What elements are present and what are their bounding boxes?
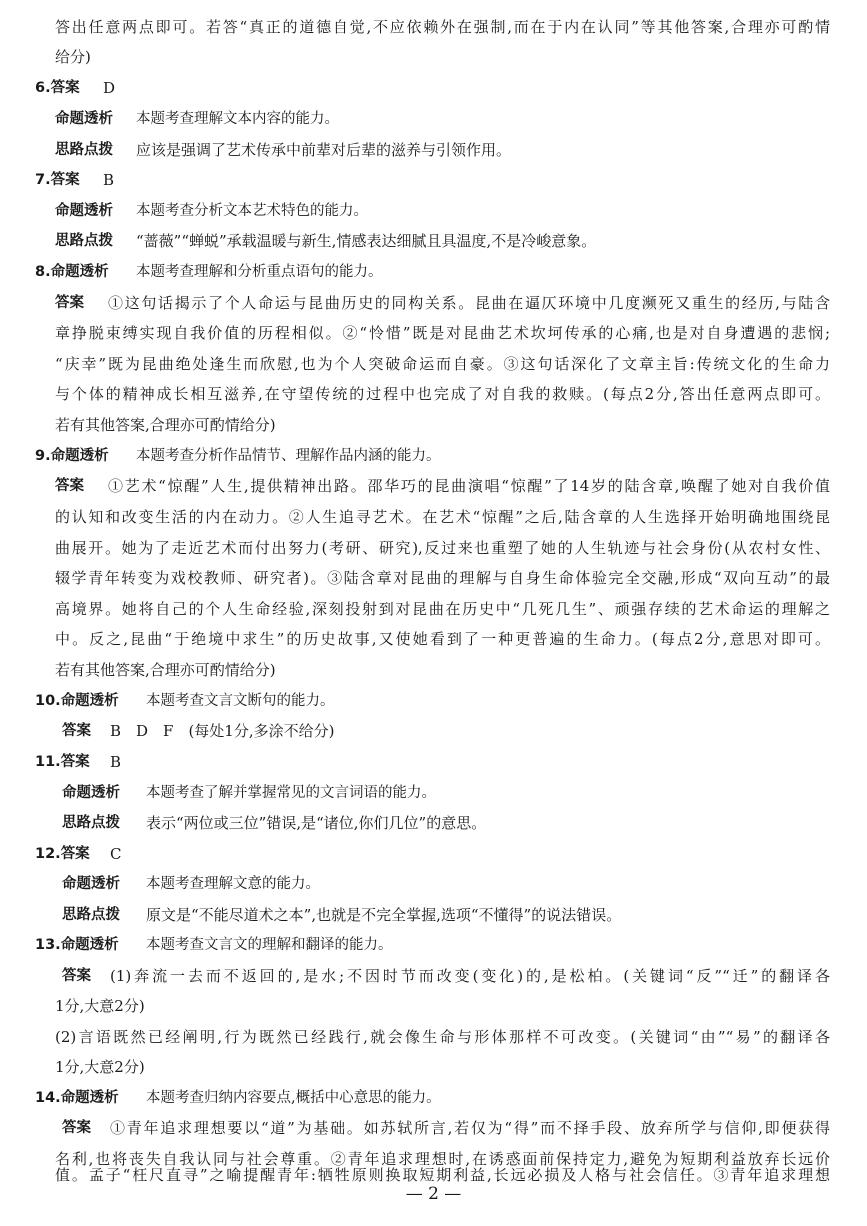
question-7-answer: 7.答案 B: [35, 171, 115, 189]
text-line: 辍学青年转变为戏校教师、研究者)。③陆含章对昆曲的理解与自身生命体验完全交融,形成“双向互动”的最: [55, 569, 830, 587]
text-line: 若有其他答案,合理亦可酌情给分): [55, 416, 276, 434]
question-12-intent: 命题透析 本题考查理解文意的能力。: [62, 876, 320, 892]
question-6-intent: 命题透析 本题考查理解文本内容的能力。: [55, 111, 339, 127]
question-11-hint: 思路点拨 表示“两位或三位”错误,是“诸位,你们几位”的意思。: [62, 814, 487, 832]
question-13-intent: 13.命题透析 本题考查文言文的理解和翻译的能力。: [35, 937, 393, 953]
question-14-intent: 14.命题透析 本题考查归纳内容要点,概括中心意思的能力。: [35, 1090, 441, 1106]
text-line: 给分): [55, 48, 91, 66]
text-line: “庆幸”既为昆曲绝处逢生而欣慰,也为个人突破命运而自豪。③这句话深化了文章主旨:传统文化的生命力: [55, 355, 830, 373]
text-line: 若有其他答案,合理亦可酌情给分): [55, 661, 276, 679]
question-7-intent: 命题透析 本题考查分析文本艺术特色的能力。: [55, 203, 368, 219]
question-7-hint: 思路点拨 “蔷薇”“蝉蜕”承载温暖与新生,情感表达细腻且具温度,不是冷峻意象。: [55, 232, 597, 250]
text-line: [0, 1160, 867, 1190]
text-line: (2)言语既然已经阐明,行为既然已经践行,就会像生命与形体那样不可改变。(关键词“由”“易”的翻译各: [55, 1028, 830, 1046]
question-13-answer: 答案 (1)奔流一去而不返回的,是水;不因时节而改变(变化)的,是松柏。(关键词“反”“迁”的翻译各: [62, 967, 830, 985]
text-line: 答出任意两点即可。若答“真正的道德自觉,不应依赖外在强制,而在于内在认同”等其他答案,合理亦可酌情: [55, 18, 830, 36]
question-9-intent: 9.命题透析 本题考查分析作品情节、理解作品内涵的能力。: [35, 448, 441, 464]
text-line: 名利,也将丧失自我认同与社会尊重。②青年追求理想时,在诱惑面前保持定力,避免为短期利益放弃长远价: [55, 1150, 830, 1168]
question-12-hint: 思路点拨 原文是“不能尽道术之本”,也就是不完全掌握,选项“不懂得”的说法错误。: [62, 906, 622, 924]
question-8-intent: 8.命题透析 本题考查理解和分析重点语句的能力。: [35, 264, 383, 280]
text-line: 的认知和改变生活的内在动力。②人生追寻艺术。在艺术“惊醒”之后,陆含章的人生选择开始明确地围绕昆: [55, 508, 830, 526]
question-11-intent: 命题透析 本题考查了解并掌握常见的文言词语的能力。: [62, 785, 436, 801]
text-line: 章挣脱束缚实现自我价值的历程相似。②“怜惜”既是对昆曲艺术坎坷传承的心痛,也是对自身遭遇的悲悯;: [55, 324, 830, 342]
question-10-intent: 10.命题透析 本题考查文言文断句的能力。: [35, 693, 335, 709]
question-10-answer: 答案 B D F (每处1分,多涂不给分): [62, 722, 335, 740]
question-6-answer: 6.答案 D: [35, 79, 116, 97]
text-line: 1分,大意2分): [55, 997, 145, 1015]
question-11-answer: 11.答案 B: [35, 753, 122, 771]
question-6-hint: 思路点拨 应该是强调了艺术传承中前辈对后辈的滋养与引领作用。: [55, 141, 512, 159]
text-line: 1分,大意2分): [55, 1058, 145, 1076]
text-line: 与个体的精神成长相互滋养,在守望传统的过程中也完成了对自我的救赎。(每点2分,答出任意两点即可。: [55, 385, 830, 403]
text-line: 中。反之,昆曲“于绝境中求生”的历史故事,又使她看到了一种更普遍的生命力。(每点2分,意思对即可。: [55, 630, 830, 648]
text-line: 曲展开。她为了走近艺术而付出努力(考研、研究),反过来也重塑了她的人生轨迹与社会身份(从农村女性、: [55, 539, 830, 557]
question-9-answer: 答案 ①艺术“惊醒”人生,提供精神出路。邵华巧的昆曲演唱“惊醒”了14岁的陆含章,唤醒了她对自我价值: [55, 477, 830, 495]
question-14-answer: 答案 ①青年追求理想要以“道”为基础。如苏轼所言,若仅为“得”而不择手段、放弃所学与信仰,即便获得: [62, 1119, 830, 1137]
answer-text: 值。孟子“枉尺直寻”之喻提醒青年:牺牲原则换取短期利益,长远必损及人格与社会信任。③青年追求理想: [55, 1166, 830, 1184]
question-8-answer: 答案 ①这句话揭示了个人命运与昆曲历史的同构关系。昆曲在逼仄环境中几度濒死又重生的经历,与陆含: [55, 294, 830, 312]
page-number: — 2 —: [405, 1184, 462, 1204]
text-line: 高境界。她将自己的个人生命经验,深刻投射到对昆曲在历史中“几死几生”、顽强存续的艺术命运的理解之: [55, 600, 830, 618]
question-12-answer: 12.答案 C: [35, 845, 122, 863]
